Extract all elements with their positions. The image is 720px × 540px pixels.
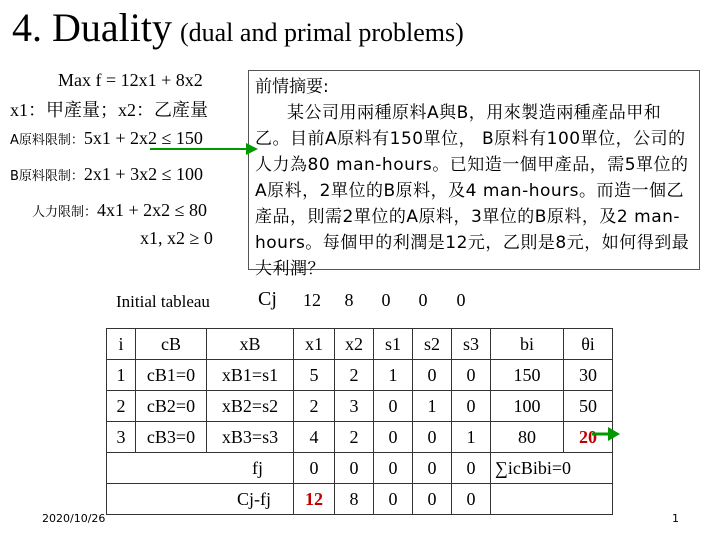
fj-row [107, 453, 613, 484]
table-cell: 3 [335, 391, 374, 422]
table-cell: cB3=0 [136, 422, 207, 453]
table-cell: 0 [413, 360, 452, 391]
header-cell: θi [564, 329, 613, 360]
table-cell: 3 [107, 422, 136, 453]
title-main: 4. Duality [12, 5, 172, 50]
min-ratio-cell: 20 [564, 422, 613, 453]
table-cell: 0 [374, 422, 413, 453]
table-cell: 0 [374, 391, 413, 422]
cj-value: 0 [418, 290, 428, 310]
cj-fj-cell: 0 [413, 484, 452, 515]
table-cell: 2 [335, 360, 374, 391]
table-cell: 0 [413, 422, 452, 453]
header-cell: bi [491, 329, 564, 360]
table-cell: 5 [294, 360, 335, 391]
tableau-label: Initial tableau [116, 292, 210, 311]
cj-value: 0 [381, 290, 391, 310]
objective: Max f = 12x1 + 8x2 [58, 70, 203, 90]
table-cell: 30 [564, 360, 613, 391]
fj-cell: 0 [374, 453, 413, 484]
cj-label: Cj [258, 288, 277, 310]
title-sub: (dual and primal problems) [179, 18, 464, 47]
table-cell: xB2=s2 [207, 391, 294, 422]
table-cell: xB1=s1 [207, 360, 294, 391]
cj-value: 0 [456, 290, 466, 310]
constraint-b [10, 164, 203, 185]
summary-text: 某公司用兩種原料A與B，用來製造兩種產品甲和乙。目前A原料有150單位， B原料有100單位，公司的人力為80 man-hours。已知造一個甲產品，需5單位的A原料，2單位的B原料，及4 man-hours。而造一個乙產品，則需2單位的A原料，3單位的B原料，及2 man-hours。每個甲的利潤是12元，乙則是8元，如何得到最大利潤？ [255, 103, 690, 279]
constraint-b-expr: 2x1 + 3x2 ≤ 100 [83, 164, 203, 184]
cj-fj-label: Cj-fj [107, 484, 294, 515]
cj-fj-cell: 0 [374, 484, 413, 515]
fj-cell: 0 [294, 453, 335, 484]
cj-value: 8 [344, 290, 354, 310]
header-cell: i [107, 329, 136, 360]
header-cell: xB [207, 329, 294, 360]
slide-date: 2020/10/26 [42, 512, 106, 525]
table-row [107, 360, 613, 391]
header-cell: s2 [413, 329, 452, 360]
constraint-b-label: B原料限制： [10, 169, 84, 184]
fj-cell: 0 [452, 453, 491, 484]
header-cell: x2 [335, 329, 374, 360]
fj-label: fj [107, 453, 294, 484]
table-cell: 100 [491, 391, 564, 422]
summary-box [248, 70, 700, 279]
cj-fj-row [107, 484, 613, 515]
table-cell: 1 [107, 360, 136, 391]
cj-fj-cell: 12 [294, 484, 335, 515]
header-cell: x1 [294, 329, 335, 360]
table-header-row [107, 329, 613, 360]
table-cell: cB2=0 [136, 391, 207, 422]
page-number: 1 [672, 512, 679, 525]
table-cell: 0 [452, 360, 491, 391]
constraint-a-expr: 5x1 + 2x2 ≤ 150 [83, 128, 203, 148]
header-cell: s1 [374, 329, 413, 360]
table-cell: 80 [491, 422, 564, 453]
table-cell: 2 [294, 391, 335, 422]
table-cell: 0 [452, 391, 491, 422]
constraint-labor-expr: 4x1 + 2x2 ≤ 80 [97, 200, 208, 220]
table-cell: cB1=0 [136, 360, 207, 391]
slide-title [12, 4, 464, 51]
table-cell: 4 [294, 422, 335, 453]
header-cell: s3 [452, 329, 491, 360]
table-cell: 1 [413, 391, 452, 422]
fj-cell: 0 [335, 453, 374, 484]
summary-heading: 前情摘要: [255, 77, 329, 97]
constraint-labor [32, 200, 207, 221]
cj-value: 12 [303, 290, 321, 310]
table-cell: 1 [452, 422, 491, 453]
fj-cell: 0 [413, 453, 452, 484]
cj-fj-cell: 8 [335, 484, 374, 515]
table-row [107, 391, 613, 422]
nonnegativity: x1, x2 ≥ 0 [140, 228, 213, 248]
green-arrow-icon [150, 137, 260, 157]
constraint-labor-label: 人力限制： [32, 205, 98, 220]
table-cell: 50 [564, 391, 613, 422]
cj-fj-cell: 0 [452, 484, 491, 515]
table-cell: 2 [335, 422, 374, 453]
constraint-a-label: A原料限制： [10, 133, 84, 148]
table-cell: 150 [491, 360, 564, 391]
table-row [107, 422, 613, 453]
table-cell: 1 [374, 360, 413, 391]
variables-def: x1：甲產量；x2：乙產量 [10, 100, 208, 120]
green-arrow-icon [592, 424, 622, 444]
cj-values [294, 290, 480, 311]
header-cell: cB [136, 329, 207, 360]
tableau-table [106, 328, 613, 515]
table-cell: xB3=s3 [207, 422, 294, 453]
fj-note: ∑icBibi=0 [491, 453, 613, 484]
table-cell: 2 [107, 391, 136, 422]
